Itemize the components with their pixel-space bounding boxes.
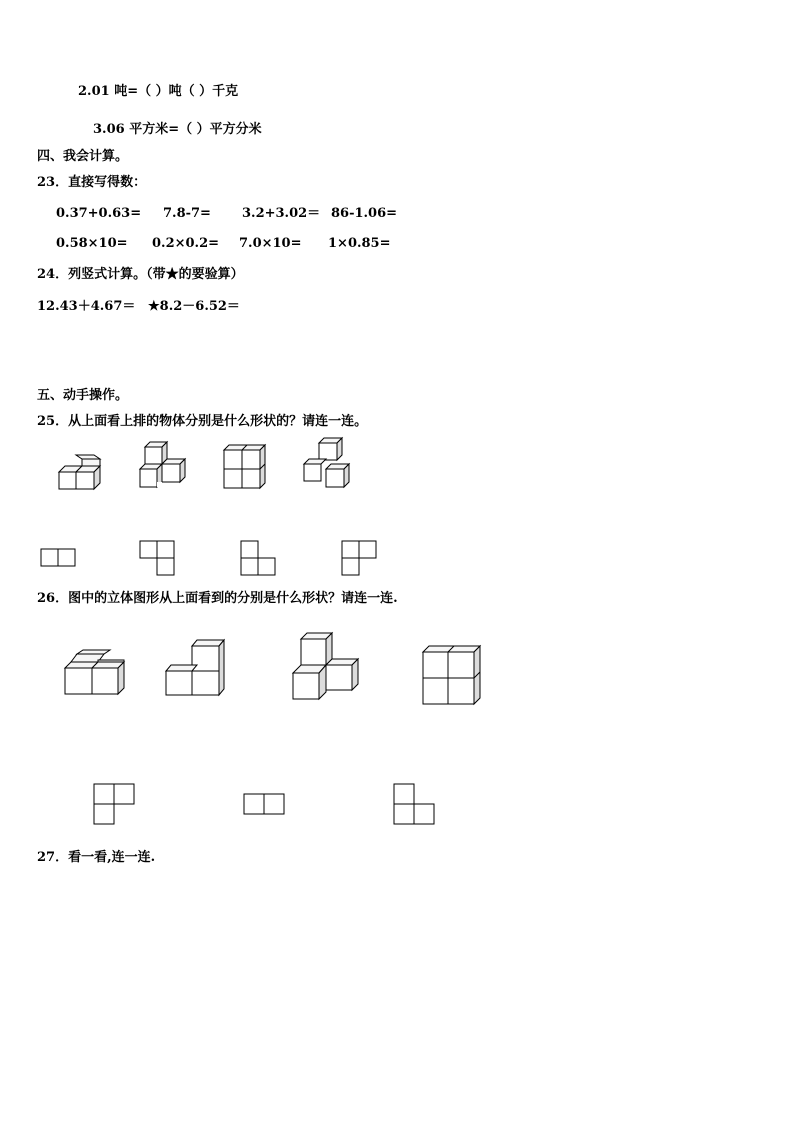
q26-solid-figure-4 xyxy=(421,644,483,706)
q25-top-view-4 xyxy=(341,540,379,578)
q25-cube-figure-2 xyxy=(135,441,187,493)
q23-item: 86-1.06= xyxy=(331,206,398,221)
q23-item: 7.8-7= xyxy=(163,206,211,221)
q24-item: 12.43＋4.67＝ xyxy=(37,299,136,314)
q23-title: 23．直接写得数： xyxy=(37,175,147,190)
conversion-area: 3.06 平方米=（ ）平方分米 xyxy=(93,122,262,137)
q23-item: 0.58×10= xyxy=(56,236,128,251)
q23-item: 0.37+0.63= xyxy=(56,206,142,221)
q24-item: ★8.2－6.52＝ xyxy=(148,299,240,314)
q26-title: 26．图中的立体图形从上面看到的分别是什么形状？请连一连. xyxy=(37,591,398,606)
q26-top-view-1 xyxy=(93,783,137,827)
q23-item: 3.2+3.02＝ xyxy=(242,206,321,221)
q26-solid-figure-1 xyxy=(62,650,128,698)
q27-title: 27．看一看,连一连. xyxy=(37,850,156,865)
q26-solid-figure-2 xyxy=(164,636,228,698)
q25-cube-figure-3 xyxy=(221,445,271,493)
q25-title: 25．从上面看上排的物体分别是什么形状的？请连一连。 xyxy=(37,414,368,429)
q25-cube-figure-4 xyxy=(299,437,357,493)
q25-top-view-2 xyxy=(139,540,177,578)
q23-item: 0.2×0.2= xyxy=(152,236,220,251)
conversion-tons: 2.01 吨=（ ）吨（ ）千克 xyxy=(78,84,239,99)
section4-heading: 四、我会计算。 xyxy=(37,149,129,164)
q24-title: 24．列竖式计算。（带★的要验算） xyxy=(37,267,244,282)
q23-item: 1×0.85= xyxy=(328,236,391,251)
section5-heading: 五、动手操作。 xyxy=(37,388,129,403)
q25-top-view-1 xyxy=(40,548,78,568)
q26-solid-figure-3 xyxy=(291,630,363,702)
q25-top-view-3 xyxy=(240,540,278,578)
q26-top-view-2 xyxy=(243,793,287,817)
q25-cube-figure-1 xyxy=(56,455,106,495)
q23-item: 7.0×10= xyxy=(239,236,302,251)
q26-top-view-3 xyxy=(393,783,437,827)
